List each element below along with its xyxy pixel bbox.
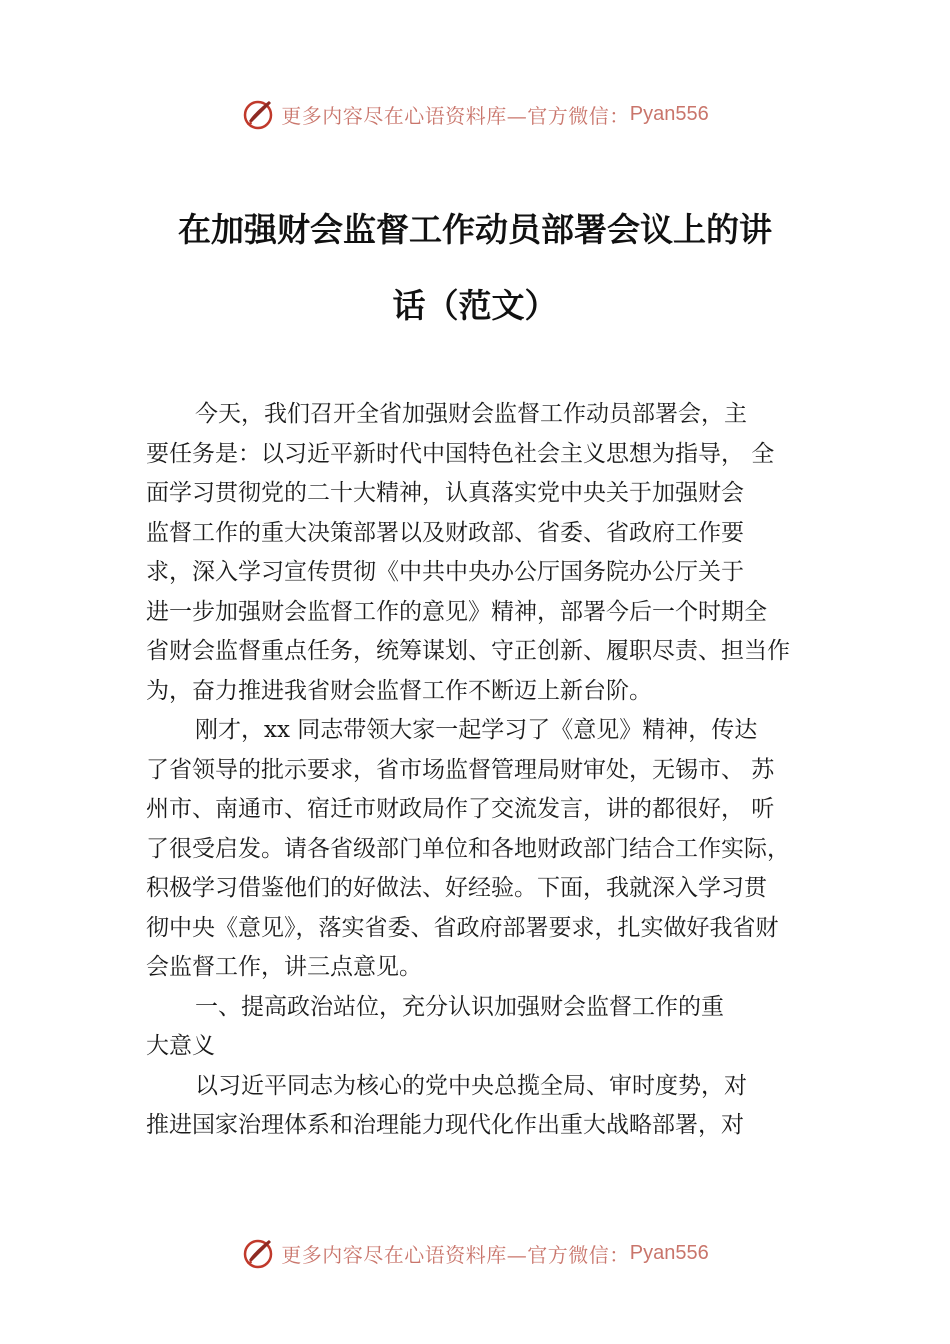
document-body (146, 395, 826, 1146)
body-line: 推进国家治理体系和治理能力现代化作出重大战略部署，对 (146, 1112, 744, 1138)
body-line: 监督工作的重大决策部署以及财政部、省委、省政府工作要 (146, 519, 744, 546)
watermark-text: 更多内容尽在心语资料库—官方微信： (281, 1242, 630, 1267)
watermark-banner-bottom (0, 1233, 950, 1273)
body-line: 今天，我们召开全省加强财会监督工作动员部署会，主 (195, 401, 747, 427)
body-line: 面学习贯彻党的二十大精神，认真落实党中央关于加强财会 (146, 480, 744, 506)
pen-logo-icon (241, 1236, 275, 1270)
watermark-banner-top (0, 94, 950, 134)
body-line: 省财会监督重点任务，统筹谋划、守正创新、履职尽责、担当作 (146, 638, 790, 664)
watermark-wechat-id: Pyan556 (629, 1241, 709, 1264)
section-heading-line: 一、提高政治站位，充分认识加强财会监督工作的重 (195, 993, 724, 1020)
document-title-line-2: 话（范文） (392, 286, 558, 325)
body-line: 了省领导的批示要求，省市场监督管理局财审处，无锡市、 苏 (146, 756, 775, 783)
body-line: 以习近平同志为核心的党中央总揽全局、审时度势，对 (195, 1072, 747, 1099)
body-line: 求，深入学习宣传贯彻《中共中央办公厅国务院办公厅关于 (146, 559, 744, 585)
body-line: 积极学习借鉴他们的好做法、好经验。下面，我就深入学习贯 (146, 875, 767, 901)
body-line: 要任务是：以习近平新时代中国特色社会主义思想为指导， 全 (146, 440, 775, 467)
body-line: 州市、南通市、宿迁市财政局作了交流发言，讲的都很好， 听 (146, 796, 775, 822)
body-line: 了很受启发。请各省级部门单位和各地财政部门结合工作实际， (146, 835, 790, 862)
body-line: 为，奋力推进我省财会监督工作不断迈上新台阶。 (146, 677, 652, 704)
watermark-text: 更多内容尽在心语资料库—官方微信： (281, 103, 630, 128)
body-line: 彻中央《意见》，落实省委、省政府部署要求，扎实做好我省财 (146, 914, 779, 941)
body-line: 进一步加强财会监督工作的意见》精神，部署今后一个时期全 (146, 598, 767, 625)
body-line: 会监督工作，讲三点意见。 (146, 954, 422, 980)
section-heading-line: 大意义 (146, 1033, 215, 1059)
watermark-wechat-id: Pyan556 (629, 102, 709, 125)
body-line: 刚才，xx 同志带领大家一起学习了《意见》精神，传达 (195, 717, 758, 743)
pen-logo-icon (241, 97, 275, 131)
document-title-line-1: 在加强财会监督工作动员部署会议上的讲 (178, 210, 772, 249)
